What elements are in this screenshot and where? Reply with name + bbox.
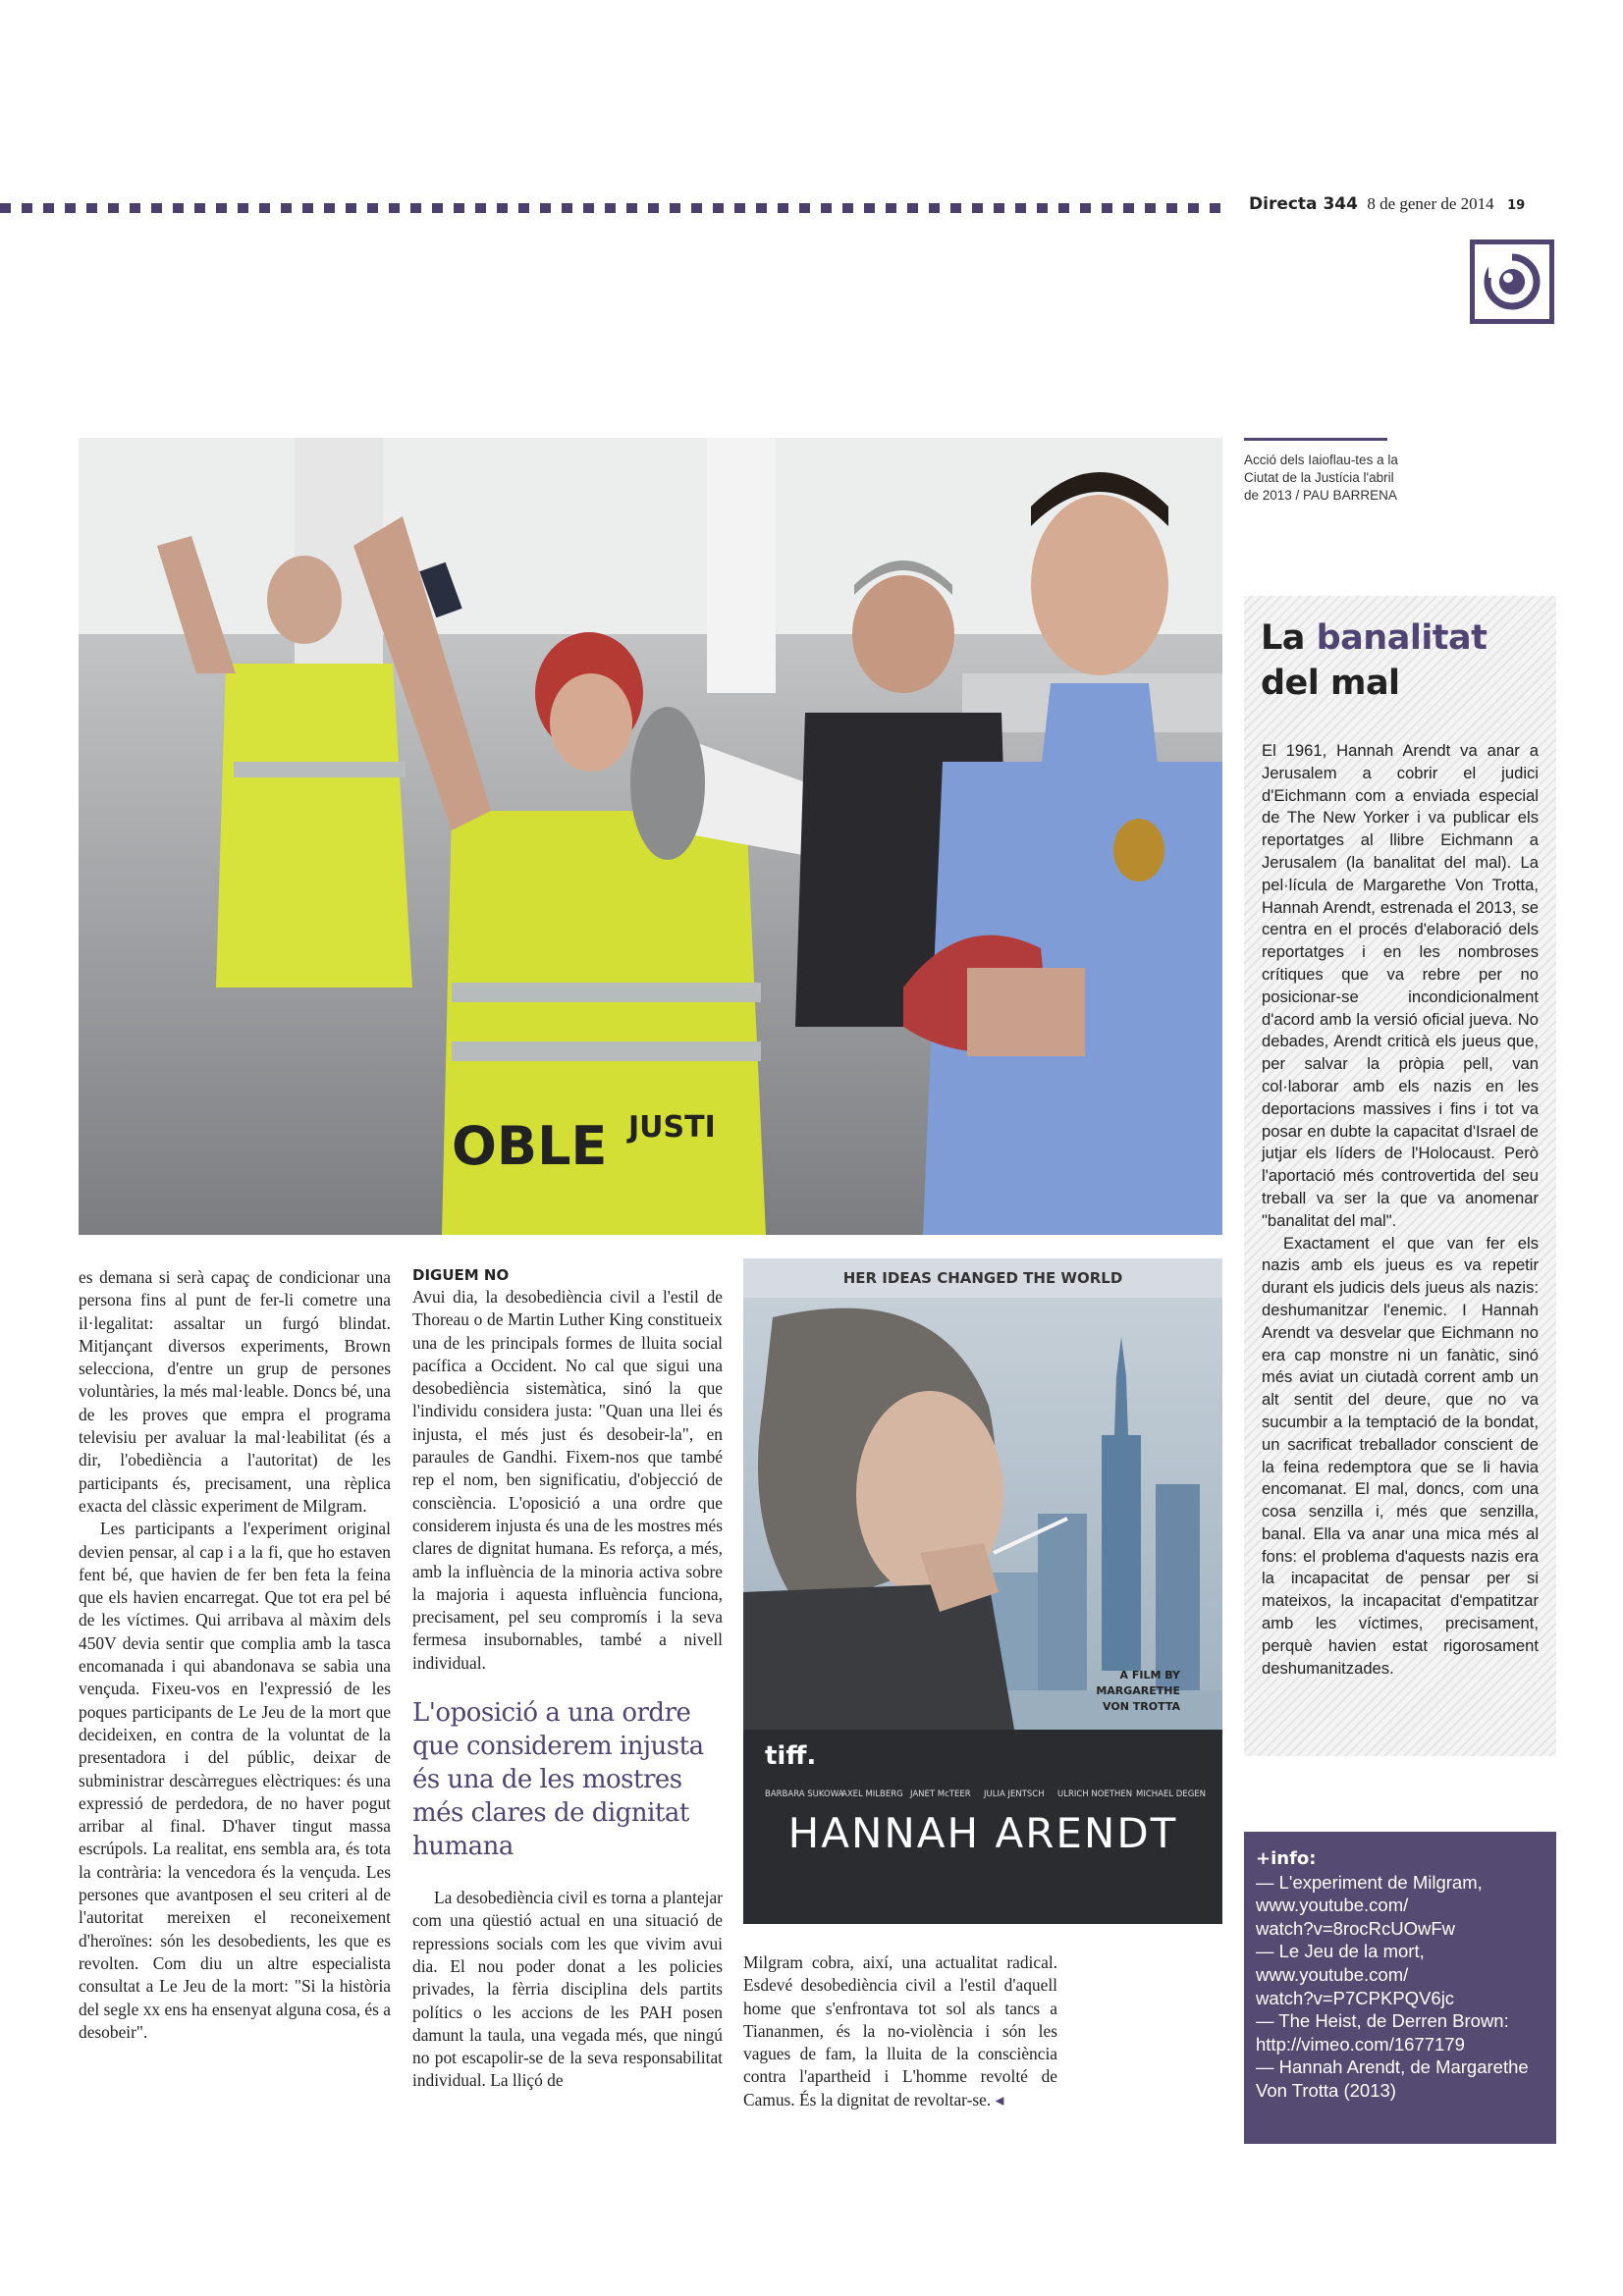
poster-cast-name: ULRICH NOETHEN [1057,1789,1133,1799]
protest-photo [79,438,1222,1235]
poster-credit-3: VON TROTTA [1103,1700,1180,1713]
poster-tagline: HER IDEAS CHANGED THE WORLD [842,1269,1123,1287]
article-column-1 [79,1266,391,2044]
photo-caption: Acció dels Iaioflau-tes a la Ciutat de la Justícia l'abril de 2013 / PAU BARRENA [1244,453,1398,503]
poster-cast-name: BARBARA SUKOWA [765,1789,844,1799]
info-link[interactable]: watch?v=P7CPKPQV6jc [1256,1987,1455,2008]
article-column-2 [412,1264,723,2093]
article-paragraph [743,1951,1057,2111]
sidebar-paragraph: El 1961, Hannah Arendt va anar a Jerusalem a cobrir el judici d'Eichmann com a enviada especial de The New Yorker i va publicar els reportatges al llibre Eichmann a Jerusalem (la banalitat del mal). La pel·lícula de Margarethe Von Trotta, Hannah Arendt, estrenada el 2013, se centra en el procés d'elaboració dels reportatges i en les nombroses crítiques que va rebre per no posicionar-se incondicionalment d'acord amb la versió oficial jueva. No debades, Arendt criticà els jueus que, per salvar la pròpia pell, van col·laborar amb els nazis en les deportacions massives i fins i tot va posar en dubte la capacitat d'Israel de jutjar els líders de l'Holocaust. Però l'aportació més controvertida del seu treball va ser la que va anomenar "banalitat del mal". [1262,741,1539,1230]
article-column-3 [743,1951,1057,2111]
poster-credit-2: MARGARETHE [1096,1684,1180,1697]
info-box [1244,1832,1556,2144]
poster-cast-name: JANET McTEER [910,1789,971,1799]
section-subhead: DIGUEM NO [412,1266,510,1284]
poster-festival-logo: tiff. [765,1741,817,1771]
vest-text-right: JUSTI [628,1110,716,1145]
sidebar-title-part2: del mal [1261,664,1400,703]
info-link[interactable]: www.youtube.com/ [1256,1895,1409,1916]
sidebar-title-accent: banalitat [1316,618,1488,658]
film-poster [743,1258,1222,1924]
poster-cast-name: MICHAEL DEGEN [1136,1789,1207,1799]
info-line: Von Trotta (2013) [1256,2079,1396,2101]
info-line: — Hannah Arendt, de Margarethe [1256,2056,1529,2078]
article-paragraph: Avui dia, la desobediència civil a l'estil de Thoreau o de Martin Luther King constitueix una de les principals formes de lluita social pacífica a Occident. No cal que sigui una desobediència sistemàtica, sinó la que l'individu considera justa: "Quan una llei és injusta, el més just és desobeir-la", en paraules de Gandhi. Fixem-nos que també rep el nom, ben significatiu, d'objecció de consciència. L'oposició a una ordre que considerem injusta és una de les mostres més clares de dignitat humana. Es reforça, a més, amb la influència de la minoria activa sobre la majoria i aquesta influència funciona, precisament, pel seu compromís i la seva fermesa insubornables, també a nivell individual. [412,1287,723,1673]
sidebar-title [1261,615,1487,706]
section-logo-icon [1470,240,1554,324]
poster-cast-name: JULIA JENTSCH [984,1789,1045,1799]
publication-name: Directa 344 [1249,194,1358,214]
info-link[interactable]: http://vimeo.com/1677179 [1256,2033,1465,2055]
page-number: 19 [1507,198,1526,213]
vest-text-left: OBLE [452,1115,608,1177]
article-paragraph: es demana si serà capaç de condicionar una persona fins al punt de fer-li cometre una il·legalitat: assaltar un furgó blindat. Mitjançant diversos experiments, Brown selecciona, d'entre un grup de persones voluntàries, la més mal·leable. Doncs bé, una de les proves que empra el programa televisiu per avaluar la mal·leabilitat (és a dir, l'obediència a l'autoritat) de les participants és, precisament, una rèplica exacta del clàssic experiment de Milgram. [79,1267,391,1516]
issue-date: 8 de gener de 2014 [1367,194,1494,213]
poster-credit-1: A FILM BY [1119,1669,1180,1682]
sidebar-box [1244,596,1556,1756]
poster-cast-name: AXEL MILBERG [841,1789,903,1799]
info-line: — Le Jeu de la mort, [1256,1941,1425,1962]
article-paragraph: La desobediència civil es torna a plantejar com una qüestió actual en una situació de repressions socials com les que vivim avui dia. El nou poder donat a les policies privades, la fèrria disciplina dels partits polítics o les accions de les PAH posen damunt la taula, una vegada més, que ningú no pot escapolir-se de la seva responsabilitat individual. La lliçó de [412,1888,723,2091]
page-folio [1249,194,1525,214]
caption-rule [1244,438,1387,441]
info-link[interactable]: watch?v=8rocRcUOwFw [1256,1917,1456,1939]
info-line: — The Heist, de Derren Brown: [1256,2010,1509,2032]
info-line: — L'experiment de Milgram, [1256,1871,1483,1893]
sidebar-paragraph: Exactament el que van fer els nazis amb els jueus es va repetir durant els judicis dels jueus als nazis: deshumanitzar l'enemic. I Hannah Arendt va desvelar que Eichmann no era cap monstre ni un fanàtic, sinó més aviat un ciutadà corrent amb un alt sentit del deure, que no va sucumbir a la temptació de la bondat, un sacrificat treballador conscient de la feina redemptora que se li havia encomanat. El mal, doncs, com una cosa senzilla i, més que senzilla, banal. Ella va anar una mica més al fons: el problema d'aquests nazis era la incapacitat de pensar per si mateixos, la incapacitat d'empatitzar amb les víctimes, precisament, perquè havien estat rigorosament deshumanitzades. [1262,1233,1539,1678]
sidebar-title-part1: La [1261,618,1305,658]
info-heading: +info: [1256,1848,1317,1869]
end-mark-icon: ◂ [995,2089,1004,2109]
sidebar-body [1262,740,1539,1680]
pull-quote: L'oposició a una ordre que considerem injusta és una de les mostres més clares de dignitat humana [412,1698,704,1862]
article-paragraph: Les participants a l'experiment original devien pensar, al cap i a la fi, que ho estaven fent bé, que havien de fer ben feta la feina que els havien encarregat. Que tot era pel bé de les víctimes. Qui arribava al màxim dels 450V devia sentir que complia amb la tasca encomanada i qui abandonava se sabia una vençuda. Fixeu-vos en l'expressió de les poques participants de Le Jeu de la mort que decideixen, en contra de la voluntat de la presentadora i del públic, deixar de subministrar descàrregues elèctriques: és una expressió de perdedora, de no haver pogut arribar al final. D'haver tingut massa escrúpols. La realitat, ens sembla ara, és tota la contrària: la vencedora és la vençuda. Les persones que avantposen el seu criteri al de l'autoritat mereixen el reconeixement d'heroïnes: són les desobedients, les que es revolten. Com diu un altre especialista consultat a Le Jeu de la mort: "Si la història del segle xx ens ha ensenyat alguna cosa, és a desobeir". [79,1519,391,2042]
info-link[interactable]: www.youtube.com/ [1256,1963,1409,1985]
header-dotted-rule [0,203,1227,213]
poster-title: HANNAH ARENDT [787,1809,1178,1857]
article-paragraph-text: Milgram cobra, així, una actualitat radical. Esdevé desobediència civil a l'estil d'aquell home que s'enfrontava tot sol als tancs a Tiananmen, és la no-violència i són les vagues de fam, la lluita de la consciència contra l'apartheid i L'homme revolté de Camus. És la dignitat de revoltar-se. [743,1952,1057,2109]
